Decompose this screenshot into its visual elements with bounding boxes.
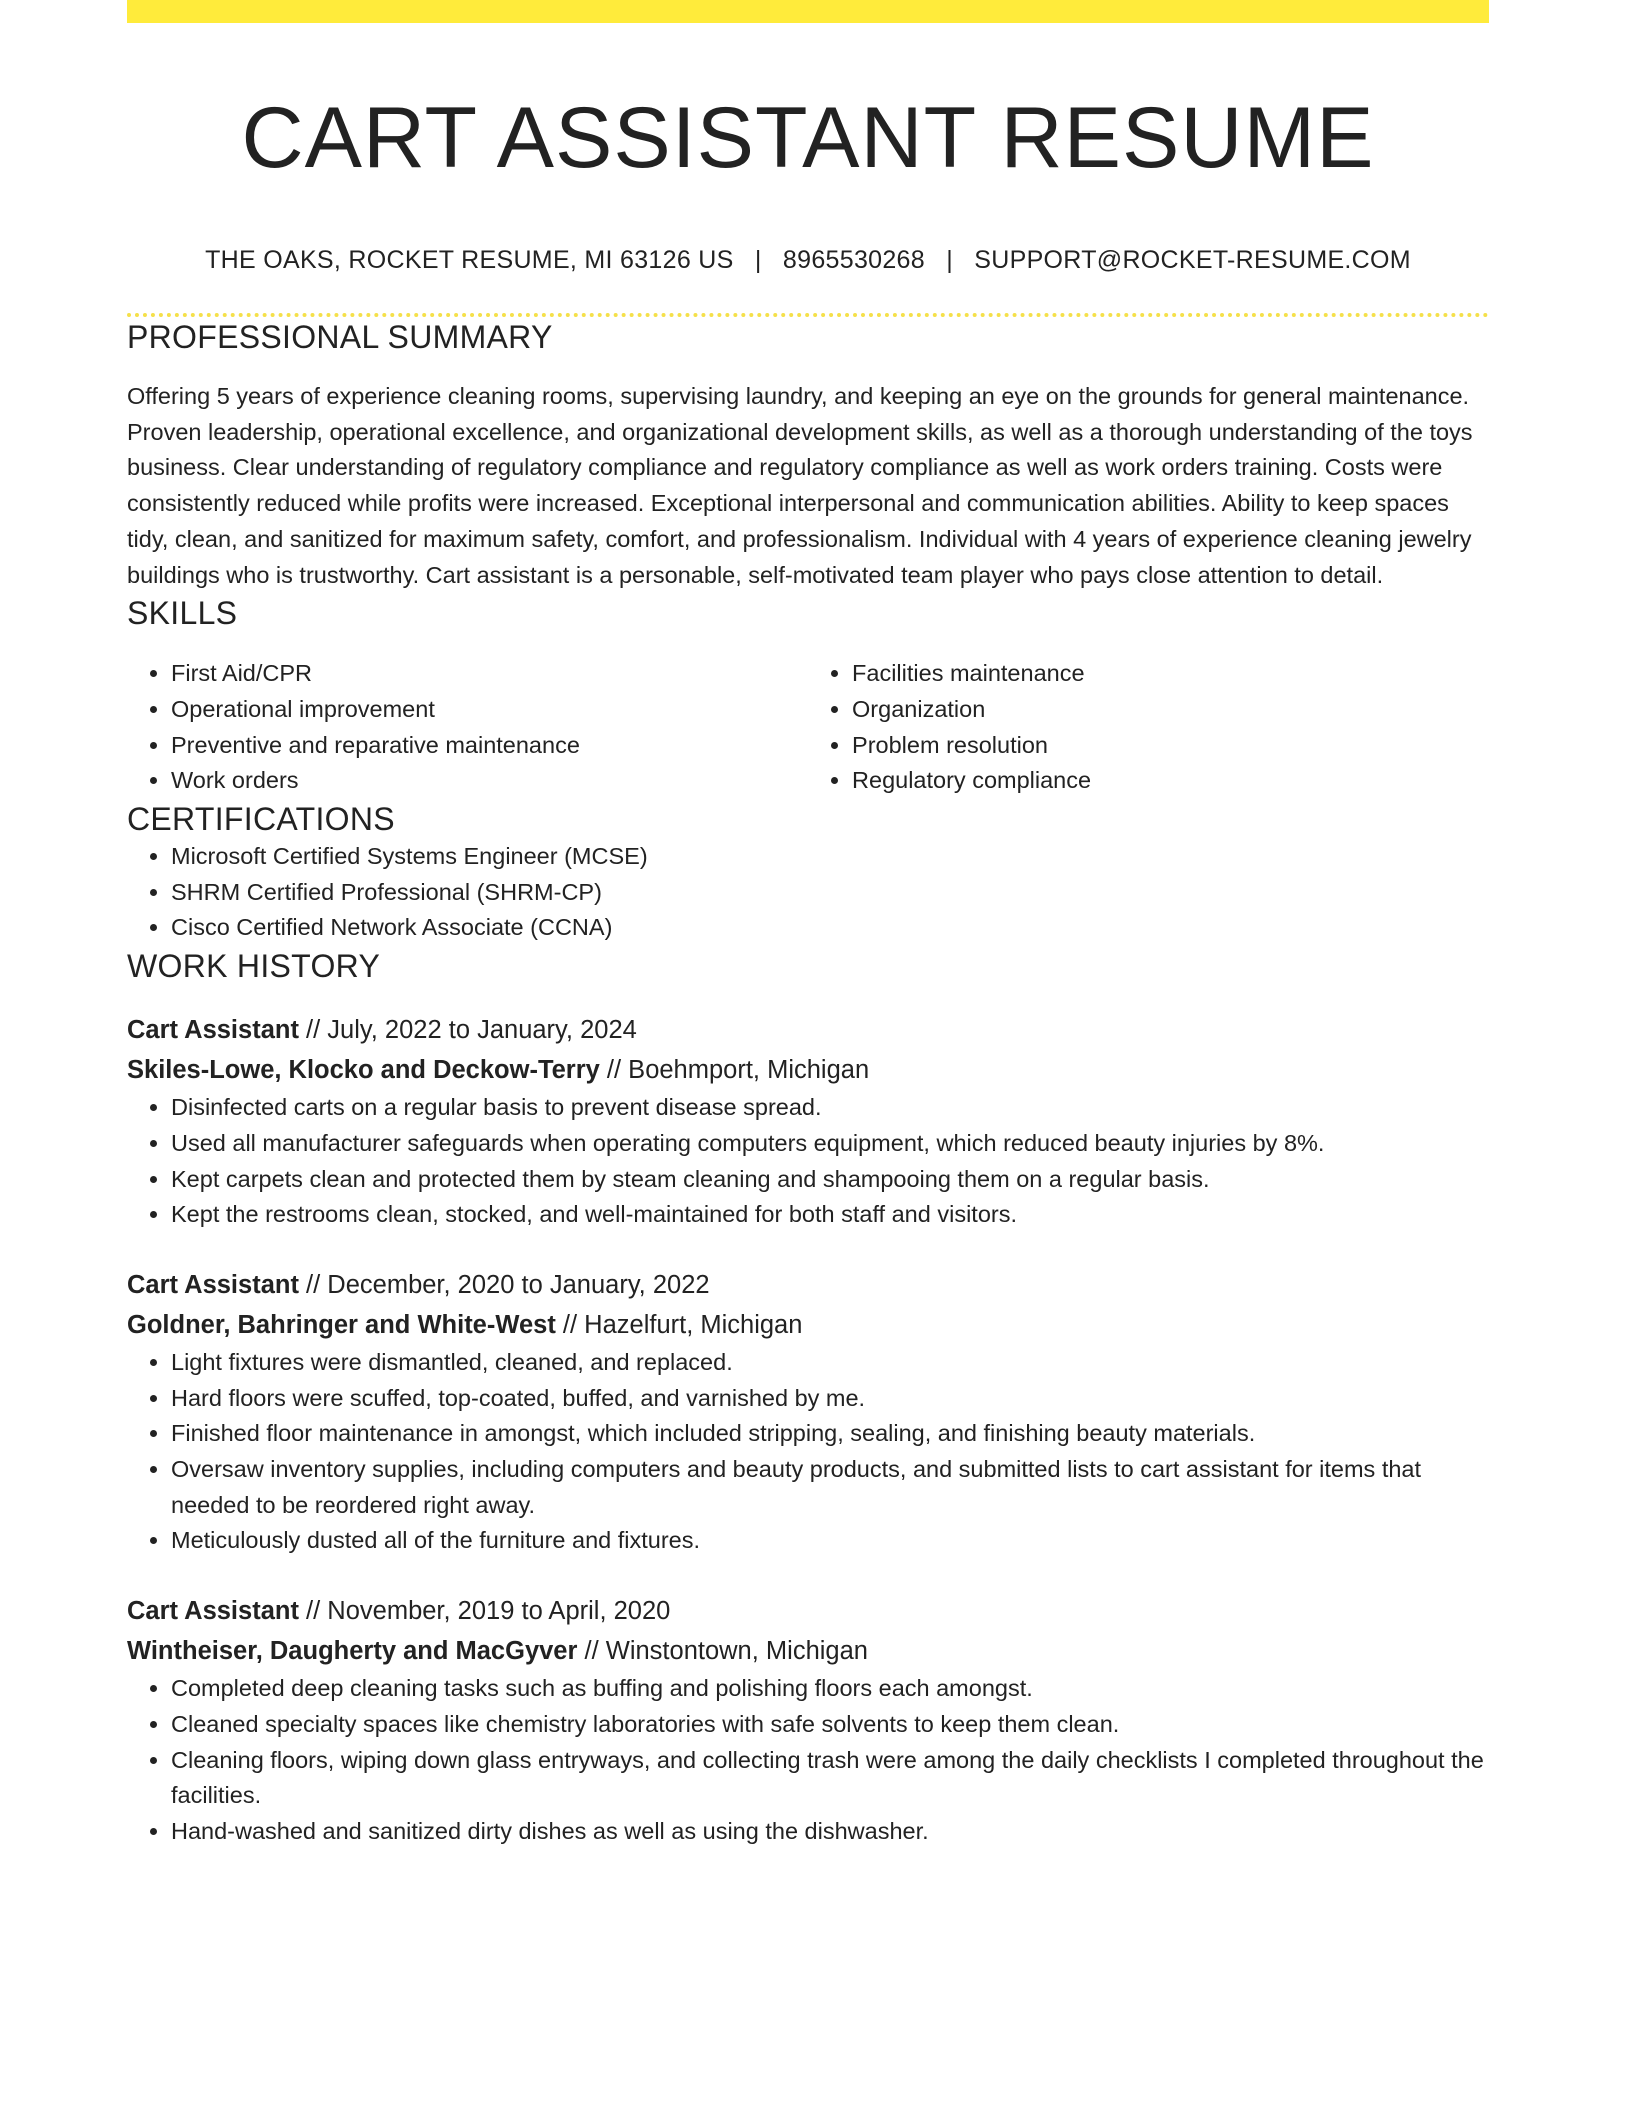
certifications-list: [127, 839, 1489, 946]
job-company: Skiles-Lowe, Klocko and Deckow-Terry: [127, 1056, 600, 1085]
resume-page: [127, 0, 1489, 1850]
job-company: Wintheiser, Daugherty and MacGyver: [127, 1637, 578, 1666]
job-title: Cart Assistant: [127, 1016, 299, 1045]
job-company-line: [127, 1305, 1489, 1345]
job-bullet: • Cleaned specialty spaces like chemistry laboratories with safe solvents to keep them clean.: [171, 1707, 1489, 1743]
contact-phone: 8965530268: [782, 246, 925, 274]
job-bullet: • Hard floors were scuffed, top-coated, buffed, and varnished by me.: [171, 1381, 1489, 1417]
job-company-line: [127, 1050, 1489, 1090]
job-location: // Winstontown, Michigan: [577, 1637, 868, 1666]
job-title-line: [127, 1591, 1489, 1631]
job-entry: [127, 1265, 1489, 1559]
skill-item: • Regulatory compliance: [852, 763, 1489, 799]
job-bullet: • Meticulously dusted all of the furniture and fixtures.: [171, 1523, 1489, 1559]
skills-right-list: [808, 656, 1489, 799]
job-company-line: [127, 1631, 1489, 1671]
work-history-heading: WORK HISTORY: [127, 948, 381, 985]
contact-separator: |: [946, 246, 954, 274]
job-entry: [127, 1591, 1489, 1850]
job-bullet: • Hand-washed and sanitized dirty dishes as well as using the dishwasher.: [171, 1814, 1489, 1850]
job-dates: // December, 2020 to January, 2022: [298, 1270, 710, 1299]
job-title-line: [127, 1265, 1489, 1305]
skill-item: • Operational improvement: [171, 692, 768, 728]
skill-item: • Problem resolution: [852, 728, 1489, 764]
job-title: Cart Assistant: [127, 1597, 299, 1626]
job-bullet: • Kept the restrooms clean, stocked, and well-maintained for both staff and visitors.: [171, 1197, 1489, 1233]
job-bullet: • Oversaw inventory supplies, including computers and beauty products, and submitted lists to cart assistant for items that needed to be reordered right away.: [171, 1452, 1489, 1523]
job-dates: // July, 2022 to January, 2024: [298, 1016, 637, 1045]
certification-item: • Cisco Certified Network Associate (CCNA): [171, 910, 1489, 946]
skill-item: • Organization: [852, 692, 1489, 728]
skills-heading: SKILLS: [127, 595, 238, 632]
job-company: Goldner, Bahringer and White-West: [127, 1310, 556, 1339]
summary-text: Offering 5 years of experience cleaning rooms, supervising laundry, and keeping an eye on the grounds for general maintenance. Proven leadership, operational excellence, and organizational development skills, as well as a thorough understanding of the toys business. Clear understanding of regulatory compliance and regulatory compliance as well as work orders training. Costs were consistently reduced while profits were increased. Exceptional interpersonal and communication abilities. Ability to keep spaces tidy, clean, and sanitized for maximum safety, comfort, and professionalism. Individual with 4 years of experience cleaning jewelry buildings who is trustworthy. Cart assistant is a personable, self-motivated team player who pays close attention to detail.: [127, 383, 1473, 588]
resume-title: CART ASSISTANT RESUME: [241, 90, 1375, 186]
certification-item: • SHRM Certified Professional (SHRM-CP): [171, 875, 1489, 911]
contact-address: THE OAKS, ROCKET RESUME, MI 63126 US: [205, 246, 734, 274]
job-location: // Hazelfurt, Michigan: [555, 1310, 803, 1339]
skills-left-list: [127, 656, 768, 799]
job-bullet: • Disinfected carts on a regular basis to prevent disease spread.: [171, 1090, 1489, 1126]
skills-columns: [127, 656, 1489, 799]
job-bullet: • Finished floor maintenance in amongst, which included stripping, sealing, and finishing beauty materials.: [171, 1416, 1489, 1452]
job-entry: [127, 1010, 1489, 1233]
contact-separator: |: [754, 246, 762, 274]
skill-item: • Work orders: [171, 763, 768, 799]
skill-item: • First Aid/CPR: [171, 656, 768, 692]
job-bullets: [127, 1671, 1489, 1850]
contact-email: SUPPORT@ROCKET-RESUME.COM: [974, 246, 1411, 274]
certifications-heading: CERTIFICATIONS: [127, 801, 395, 838]
job-bullet: • Cleaning floors, wiping down glass entryways, and collecting trash were among the daily checklists I completed throughout the facilities.: [171, 1743, 1489, 1814]
job-bullets: [127, 1345, 1489, 1559]
job-bullet: • Used all manufacturer safeguards when operating computers equipment, which reduced beauty injuries by 8%.: [171, 1126, 1489, 1162]
skill-item: • Facilities maintenance: [852, 656, 1489, 692]
summary-heading: PROFESSIONAL SUMMARY: [127, 319, 553, 355]
job-title-line: [127, 1010, 1489, 1050]
job-bullet: • Light fixtures were dismantled, cleaned, and replaced.: [171, 1345, 1489, 1381]
skill-item: • Preventive and reparative maintenance: [171, 728, 768, 764]
accent-top-bar: [127, 0, 1489, 23]
job-bullets: [127, 1090, 1489, 1233]
job-dates: // November, 2019 to April, 2020: [298, 1597, 671, 1626]
job-bullet: • Completed deep cleaning tasks such as buffing and polishing floors each amongst.: [171, 1671, 1489, 1707]
job-bullet: • Kept carpets clean and protected them by steam cleaning and shampooing them on a regular basis.: [171, 1162, 1489, 1198]
job-location: // Boehmport, Michigan: [599, 1056, 870, 1085]
certification-item: • Microsoft Certified Systems Engineer (MCSE): [171, 839, 1489, 875]
job-title: Cart Assistant: [127, 1270, 299, 1299]
contact-line: [127, 243, 1489, 277]
